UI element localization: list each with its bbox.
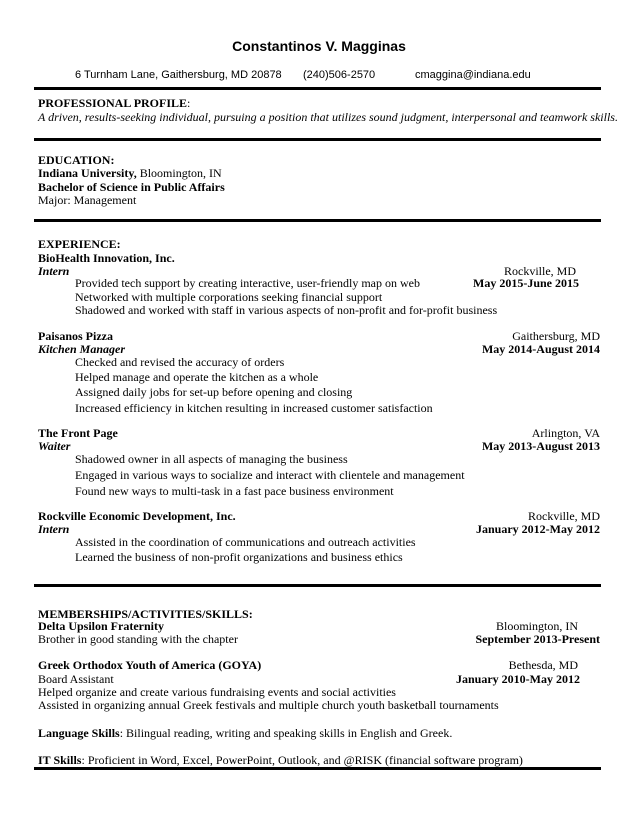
job-company: Paisanos Pizza bbox=[38, 329, 113, 343]
job-bullet: Provided tech support by creating interactive, user-friendly map on web bbox=[75, 276, 420, 290]
footer-divider bbox=[34, 767, 601, 770]
job-title: Intern bbox=[38, 522, 70, 536]
org-dates: September 2013-Present bbox=[475, 632, 600, 646]
org-detail-line: Assisted in organizing annual Greek festivals and multiple church youth basketball tournaments bbox=[38, 698, 499, 712]
education-degree: Bachelor of Science in Public Affairs bbox=[38, 180, 225, 194]
org-role: Board Assistant bbox=[38, 672, 114, 686]
job-bullet: Assigned daily jobs for set-up before opening and closing bbox=[75, 385, 353, 399]
job-bullet: Assisted in the coordination of communications and outreach activities bbox=[75, 535, 416, 549]
education-school-line bbox=[38, 166, 222, 180]
org-name: Greek Orthodox Youth of America (GOYA) bbox=[38, 658, 262, 672]
job-bullet: Increased efficiency in kitchen resulting in increased customer satisfaction bbox=[75, 401, 433, 415]
education-divider bbox=[34, 219, 601, 222]
org-location: Bethesda, MD bbox=[508, 658, 578, 672]
org-role: Brother in good standing with the chapter bbox=[38, 632, 238, 646]
org-name: Delta Upsilon Fraternity bbox=[38, 619, 164, 633]
education-major: Major: Management bbox=[38, 193, 137, 207]
job-location: Gaithersburg, MD bbox=[512, 329, 600, 343]
org-dates: January 2010-May 2012 bbox=[456, 672, 580, 686]
job-title: Waiter bbox=[38, 439, 71, 453]
profile-heading-colon: : bbox=[187, 96, 191, 110]
profile-heading-label: PROFESSIONAL PROFILE bbox=[38, 96, 188, 110]
job-title: Kitchen Manager bbox=[38, 342, 126, 356]
memberships-heading: MEMBERSHIPS/ACTIVITIES/SKILLS: bbox=[38, 607, 253, 621]
job-bullet: Networked with multiple corporations seeking financial support bbox=[75, 290, 383, 304]
education-heading: EDUCATION: bbox=[38, 153, 115, 167]
language-skills-label: Language Skills bbox=[38, 726, 120, 740]
contact-phone: (240)506-2570 bbox=[303, 69, 376, 81]
job-dates: May 2013-August 2013 bbox=[481, 439, 600, 453]
language-skills-text: : Bilingual reading, writing and speaking skills in English and Greek. bbox=[119, 726, 453, 740]
job-location: Rockville, MD bbox=[528, 509, 600, 523]
it-skills bbox=[38, 753, 523, 767]
job-bullet: Learned the business of non-profit organizations and business ethics bbox=[75, 550, 403, 564]
education-school: Indiana University, bbox=[38, 166, 137, 180]
job-location: Arlington, VA bbox=[531, 426, 600, 440]
job-company: The Front Page bbox=[38, 426, 118, 440]
job-bullet: Found new ways to multi-task in a fast pace business environment bbox=[75, 484, 394, 498]
org-detail-line: Helped organize and create various fundraising events and social activities bbox=[38, 685, 396, 699]
job-title: Intern bbox=[38, 264, 70, 278]
job-bullet: Shadowed and worked with staff in various aspects of non-profit and for-profit business bbox=[75, 303, 498, 317]
contact-address: 6 Turnham Lane, Gaithersburg, MD 20878 bbox=[75, 69, 282, 81]
header-divider bbox=[34, 87, 601, 90]
profile-divider bbox=[34, 138, 601, 141]
experience-heading: EXPERIENCE: bbox=[38, 237, 121, 251]
job-company: Rockville Economic Development, Inc. bbox=[38, 509, 236, 523]
it-skills-text: : Proficient in Word, Excel, PowerPoint, Outlook, and @RISK (financial software program) bbox=[81, 753, 523, 767]
job-location: Rockville, MD bbox=[504, 264, 576, 278]
education-school-location: Bloomington, IN bbox=[136, 166, 222, 180]
language-skills bbox=[38, 726, 452, 740]
job-dates: May 2014-August 2014 bbox=[481, 342, 600, 356]
contact-email[interactable]: cmaggina@indiana.edu bbox=[415, 69, 531, 81]
experience-divider bbox=[34, 584, 601, 587]
candidate-name: Constantinos V. Magginas bbox=[232, 38, 406, 54]
job-bullet: Checked and revised the accuracy of orders bbox=[75, 355, 285, 369]
job-dates: May 2015-June 2015 bbox=[473, 276, 579, 290]
it-skills-label: IT Skills bbox=[38, 753, 82, 767]
profile-text: A driven, results-seeking individual, pursuing a position that utilizes sound judgment, interpersonal and teamwork skills. bbox=[38, 110, 618, 124]
job-bullet: Helped manage and operate the kitchen as a whole bbox=[75, 370, 319, 384]
job-dates: January 2012-May 2012 bbox=[476, 522, 600, 536]
job-company: BioHealth Innovation, Inc. bbox=[38, 251, 175, 265]
org-location: Bloomington, IN bbox=[495, 619, 578, 633]
profile-heading bbox=[38, 96, 190, 110]
job-bullet: Engaged in various ways to socialize and interact with clientele and management bbox=[75, 468, 465, 482]
job-bullet: Shadowed owner in all aspects of managing the business bbox=[75, 452, 348, 466]
